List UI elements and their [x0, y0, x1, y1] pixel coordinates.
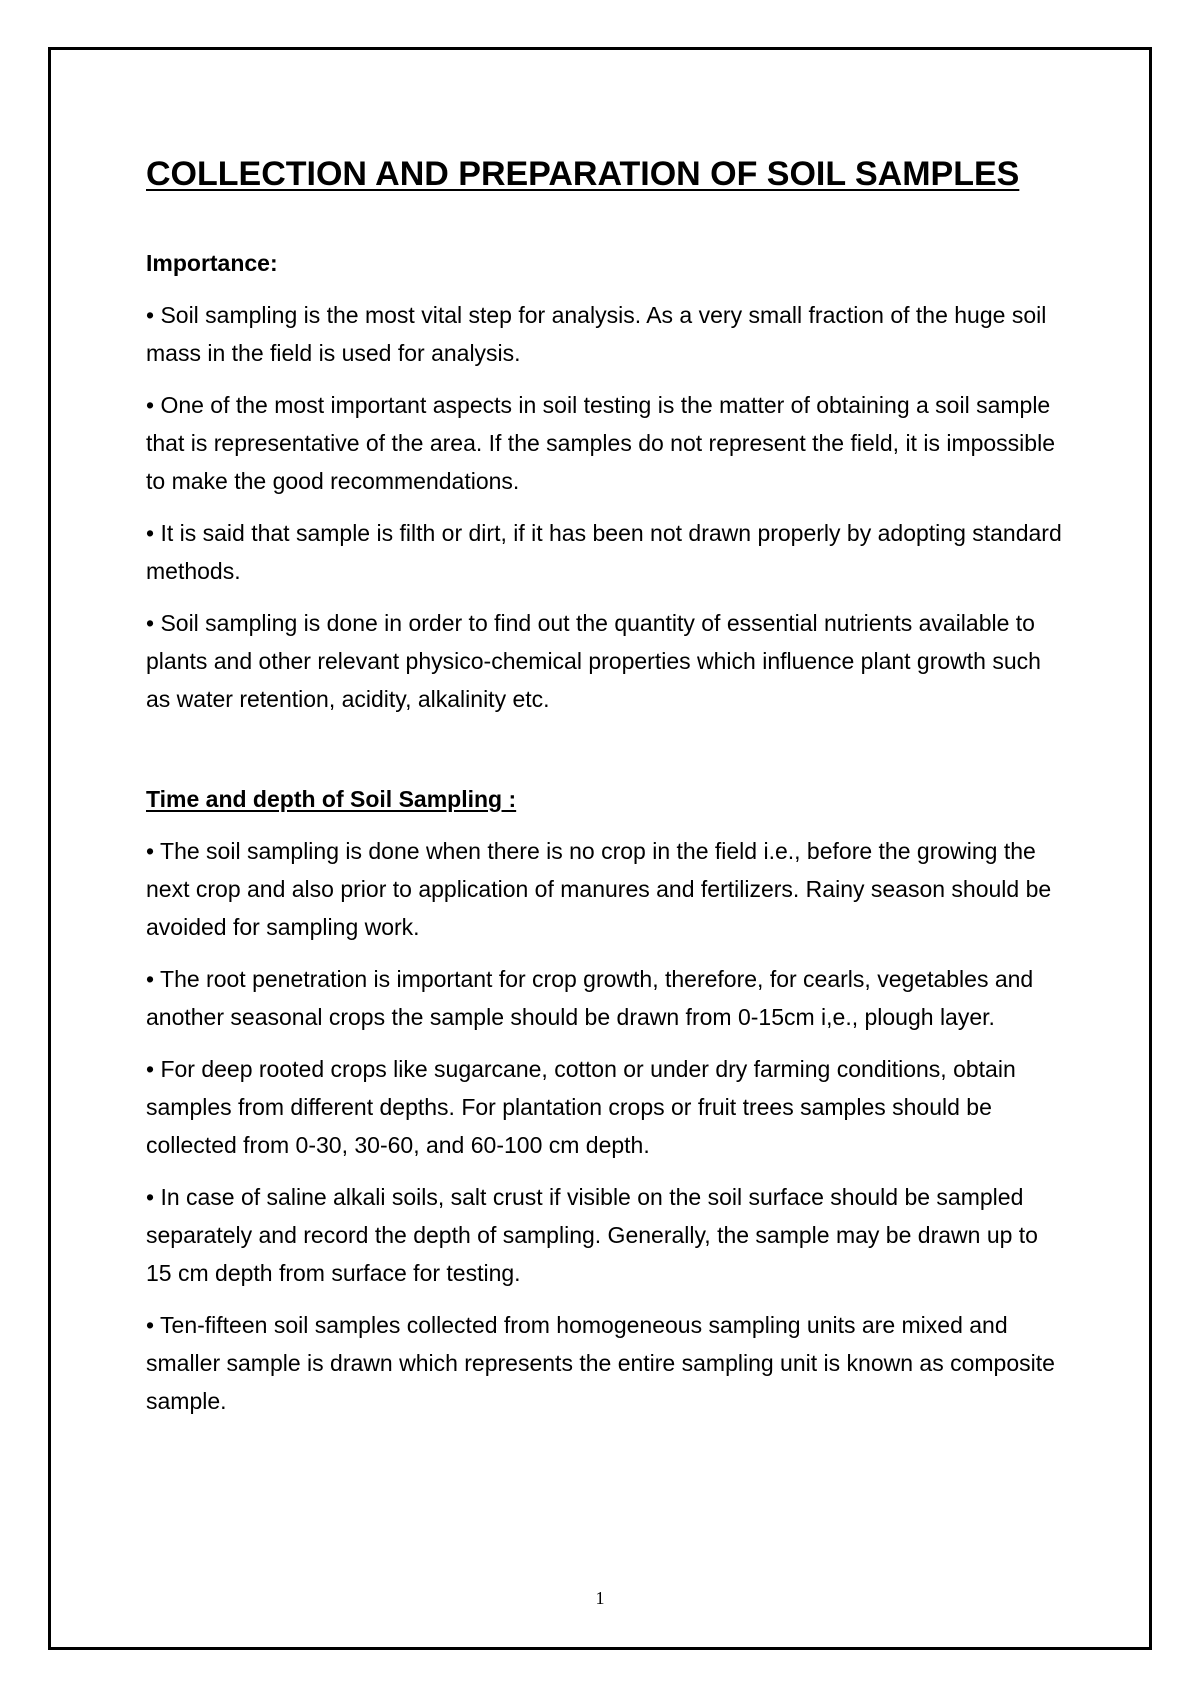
- time-depth-bullet: • Ten-fifteen soil samples collected from homogeneous sampling units are mixed and smaller sample is drawn which represents the entire sampling unit is known as composite sample.: [146, 1312, 1055, 1414]
- document-title: COLLECTION AND PREPARATION OF SOIL SAMPLES: [146, 155, 1020, 193]
- importance-section: [146, 246, 1066, 718]
- importance-bullet: • Soil sampling is done in order to find out the quantity of essential nutrients available to plants and other relevant physico-chemical properties which influence plant growth such as water retention, acidity, alkalinity etc.: [146, 610, 1041, 712]
- document-body: [146, 150, 1066, 1434]
- time-depth-bullet: • The root penetration is important for crop growth, therefore, for cearls, vegetables and another seasonal crops the sample should be drawn from 0-15cm i,e., plough layer.: [146, 966, 1034, 1030]
- page-number: 1: [595, 1588, 605, 1608]
- time-depth-heading: Time and depth of Soil Sampling :: [146, 786, 517, 812]
- time-depth-bullet: • The soil sampling is done when there is no crop in the field i.e., before the growing the next crop and also prior to application of manures and fertilizers. Rainy season should be avoided for sampling work.: [146, 838, 1052, 940]
- time-depth-section: [146, 782, 1066, 1420]
- time-depth-bullet: • For deep rooted crops like sugarcane, cotton or under dry farming conditions, obtain samples from different depths. For plantation crops or fruit trees samples should be collected from 0-30, 30-60, and 60-100 cm depth.: [146, 1056, 1016, 1158]
- importance-bullet: • Soil sampling is the most vital step for analysis. As a very small fraction of the huge soil mass in the field is used for analysis.: [146, 302, 1047, 366]
- time-depth-bullet: • In case of saline alkali soils, salt crust if visible on the soil surface should be sampled separately and record the depth of sampling. Generally, the sample may be drawn up to 15 cm depth from surface for testing.: [146, 1184, 1038, 1286]
- importance-heading: Importance:: [146, 250, 278, 276]
- importance-bullet: • One of the most important aspects in soil testing is the matter of obtaining a soil sample that is representative of the area. If the samples do not represent the field, it is impossible to make the good recommendations.: [146, 392, 1055, 494]
- section-spacer: [146, 732, 1066, 782]
- importance-bullet: • It is said that sample is filth or dirt, if it has been not drawn properly by adopting standard methods.: [146, 520, 1062, 584]
